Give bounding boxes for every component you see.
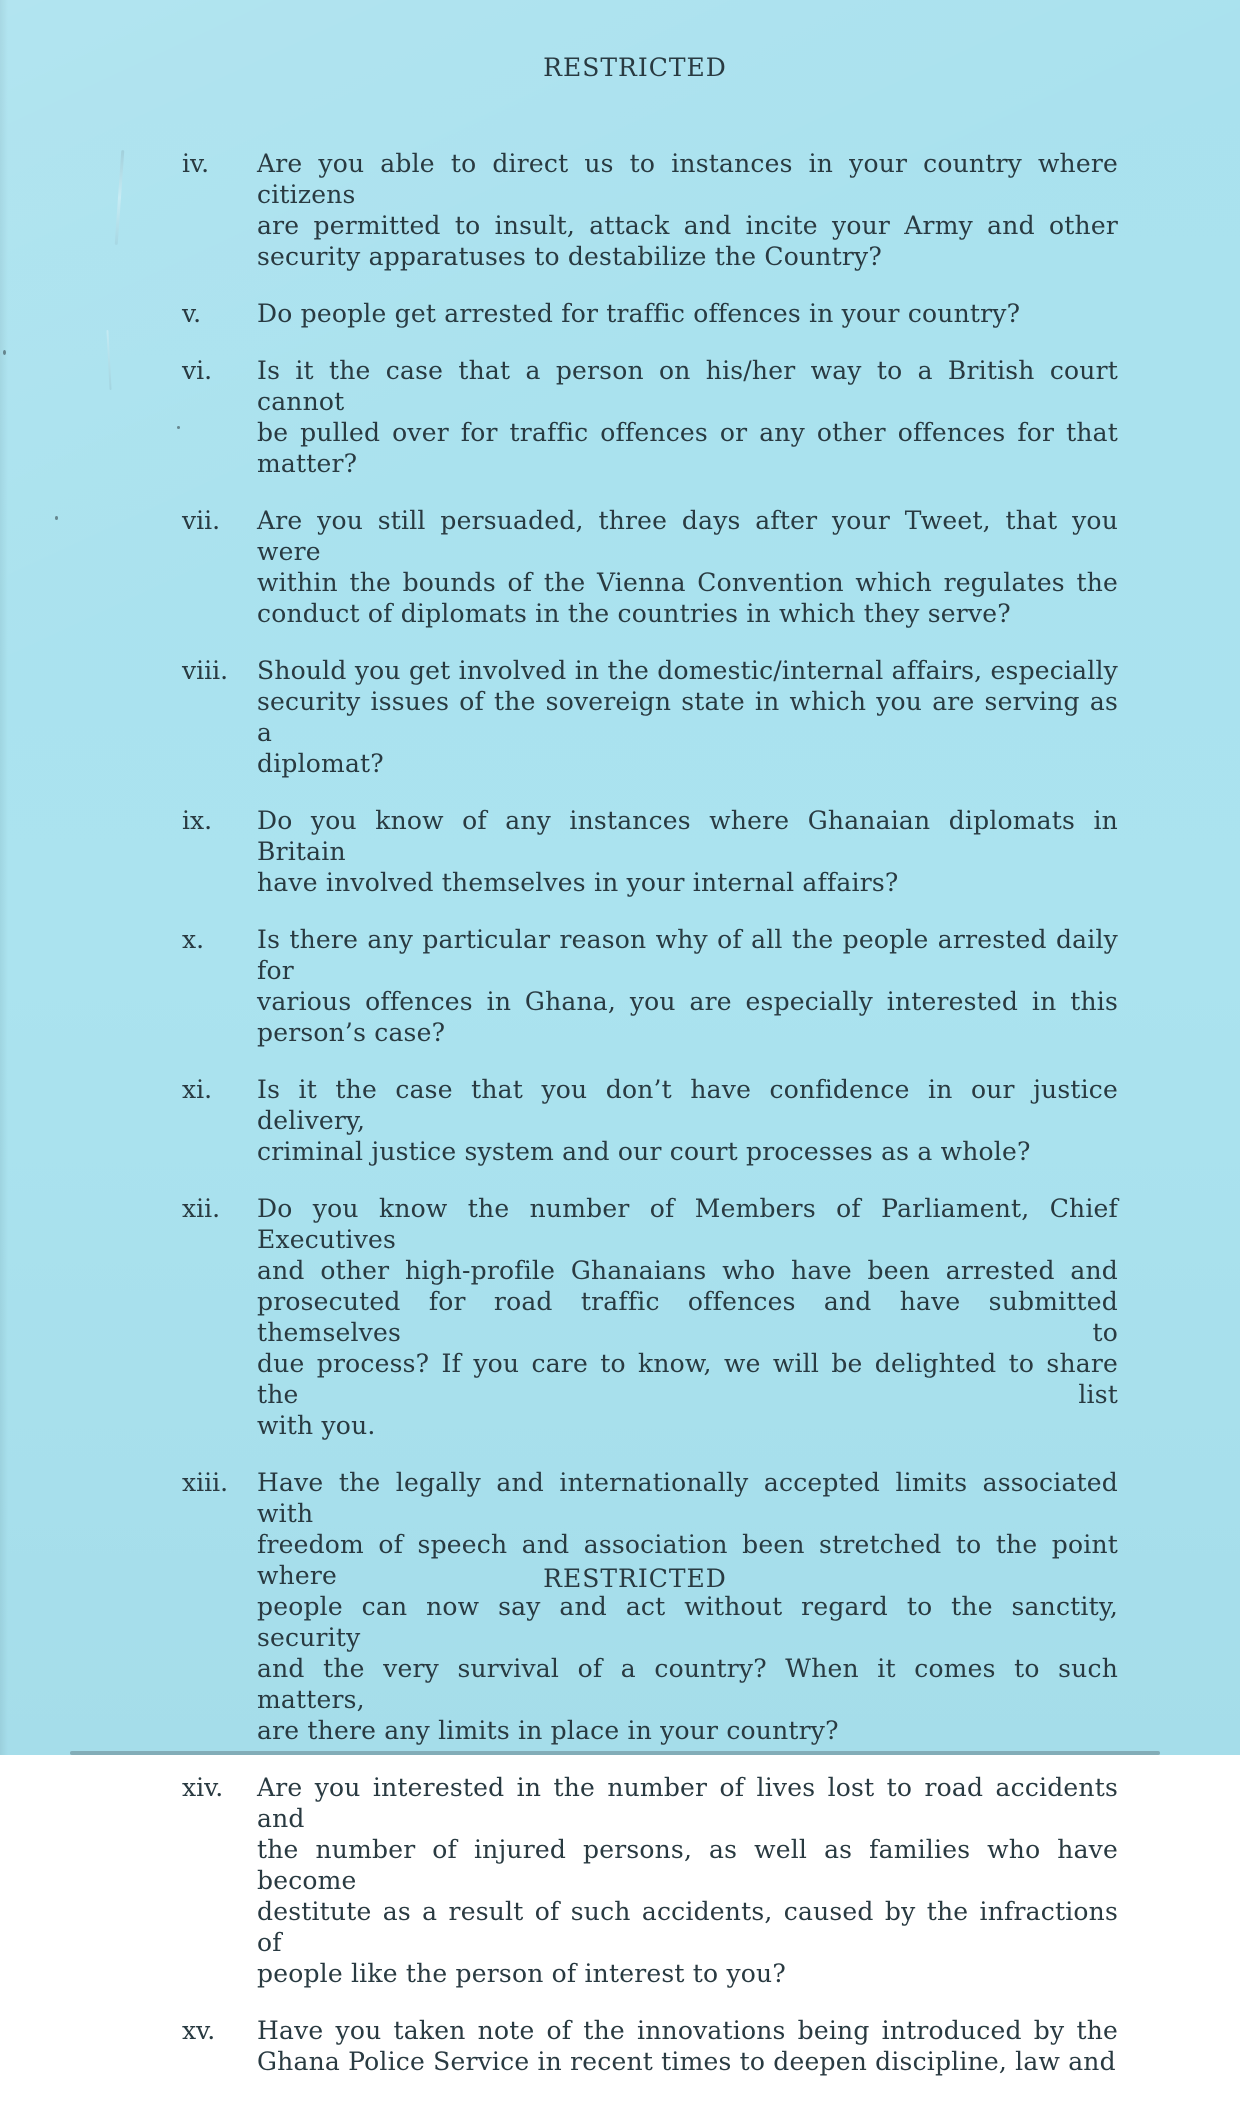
question-line: be pulled over for traffic offences or any other offences for that xyxy=(257,418,1118,447)
question-body xyxy=(257,355,1118,479)
question-number: xv. xyxy=(182,2016,216,2045)
question-item xyxy=(0,355,1240,479)
question-line: security issues of the sovereign state in which you are serving as a xyxy=(257,687,1118,747)
question-item xyxy=(0,148,1240,272)
question-body xyxy=(257,1193,1118,1441)
question-line: Should you get involved in the domestic/internal affairs, especially xyxy=(257,656,1118,685)
question-item xyxy=(0,298,1240,329)
question-number: xiii. xyxy=(182,1468,229,1497)
question-line: and other high-profile Ghanaians who have been arrested and xyxy=(257,1256,1118,1285)
question-body xyxy=(257,1074,1118,1167)
question-body xyxy=(257,655,1118,779)
question-line: the number of injured persons, as well as families who have become xyxy=(257,1835,1118,1895)
question-line: and the very survival of a country? When it comes to such matters, xyxy=(257,1654,1118,1714)
classification-footer: RESTRICTED xyxy=(543,1564,727,1593)
question-line: people like the person of interest to you? xyxy=(257,1959,786,1988)
question-item xyxy=(0,1467,1240,1746)
question-line: are permitted to insult, attack and incite your Army and other xyxy=(257,211,1118,240)
question-body xyxy=(257,1772,1118,1989)
paper-speck xyxy=(177,426,180,429)
question-line: Do you know of any instances where Ghanaian diplomats in Britain xyxy=(257,806,1118,866)
question-number: iv. xyxy=(182,149,210,178)
question-number: xiv. xyxy=(182,1773,224,1802)
question-line: have involved themselves in your internal affairs? xyxy=(257,868,899,897)
question-line: matter? xyxy=(257,449,358,478)
question-line: various offences in Ghana, you are especially interested in this xyxy=(257,987,1118,1016)
question-item xyxy=(0,1772,1240,1989)
question-line: Do people get arrested for traffic offences in your country? xyxy=(257,299,1021,328)
question-line: are there any limits in place in your country? xyxy=(257,1716,839,1745)
question-line: Are you still persuaded, three days after your Tweet, that you were xyxy=(257,506,1118,566)
question-item xyxy=(0,505,1240,629)
question-body xyxy=(257,505,1118,629)
question-item xyxy=(0,805,1240,898)
question-body xyxy=(257,148,1118,272)
question-line: within the bounds of the Vienna Convention which regulates the xyxy=(257,568,1118,597)
question-line: criminal justice system and our court processes as a whole? xyxy=(257,1137,1031,1166)
question-line: prosecuted for road traffic offences and have submitted themselves to xyxy=(257,1287,1118,1347)
question-line: conduct of diplomats in the countries in which they serve? xyxy=(257,599,1011,628)
question-body xyxy=(257,924,1118,1048)
question-line: due process? If you care to know, we will be delighted to share the list xyxy=(257,1349,1118,1409)
question-number: vi. xyxy=(182,356,213,385)
paper-speck xyxy=(3,350,6,355)
question-body xyxy=(257,1467,1118,1746)
question-body xyxy=(257,805,1118,898)
paper-speck xyxy=(55,516,58,520)
question-line: Are you able to direct us to instances in your country where citizens xyxy=(257,149,1118,209)
question-line: freedom of speech and association been stretched to the point where xyxy=(257,1530,1118,1590)
question-line: Is it the case that you don’t have confidence in our justice delivery, xyxy=(257,1075,1118,1135)
question-line: Ghana Police Service in recent times to deepen discipline, law and xyxy=(257,2047,1116,2076)
question-line: security apparatuses to destabilize the Country? xyxy=(257,242,882,271)
question-item xyxy=(0,924,1240,1048)
scan-edge-shadow xyxy=(70,1751,1160,1755)
question-line: diplomat? xyxy=(257,749,384,778)
question-line: Is it the case that a person on his/her way to a British court cannot xyxy=(257,356,1118,416)
question-line: Are you interested in the number of lives lost to road accidents and xyxy=(257,1773,1118,1833)
question-body xyxy=(257,298,1118,329)
question-number: vii. xyxy=(182,506,221,535)
question-line: Is there any particular reason why of all the people arrested daily for xyxy=(257,925,1118,985)
question-line: Do you know the number of Members of Parliament, Chief Executives xyxy=(257,1194,1118,1254)
question-line: destitute as a result of such accidents, caused by the infractions of xyxy=(257,1897,1118,1957)
question-number: xii. xyxy=(182,1194,221,1223)
question-item xyxy=(0,1193,1240,1441)
question-line: people can now say and act without regard to the sanctity, security xyxy=(257,1592,1118,1652)
question-item xyxy=(0,1074,1240,1167)
question-line: with you. xyxy=(257,1411,376,1440)
question-line: Have the legally and internationally accepted limits associated with xyxy=(257,1468,1118,1528)
question-number: xi. xyxy=(182,1075,213,1104)
question-number: v. xyxy=(182,299,202,328)
question-number: x. xyxy=(182,925,205,954)
question-number: viii. xyxy=(182,656,229,685)
question-item xyxy=(0,2015,1240,2077)
question-list xyxy=(0,148,1240,2103)
question-number: ix. xyxy=(182,806,213,835)
question-line: Have you taken note of the innovations being introduced by the xyxy=(257,2016,1118,2045)
question-line: person’s case? xyxy=(257,1018,446,1047)
question-body xyxy=(257,2015,1118,2077)
classification-header: RESTRICTED xyxy=(543,53,727,82)
question-item xyxy=(0,655,1240,779)
